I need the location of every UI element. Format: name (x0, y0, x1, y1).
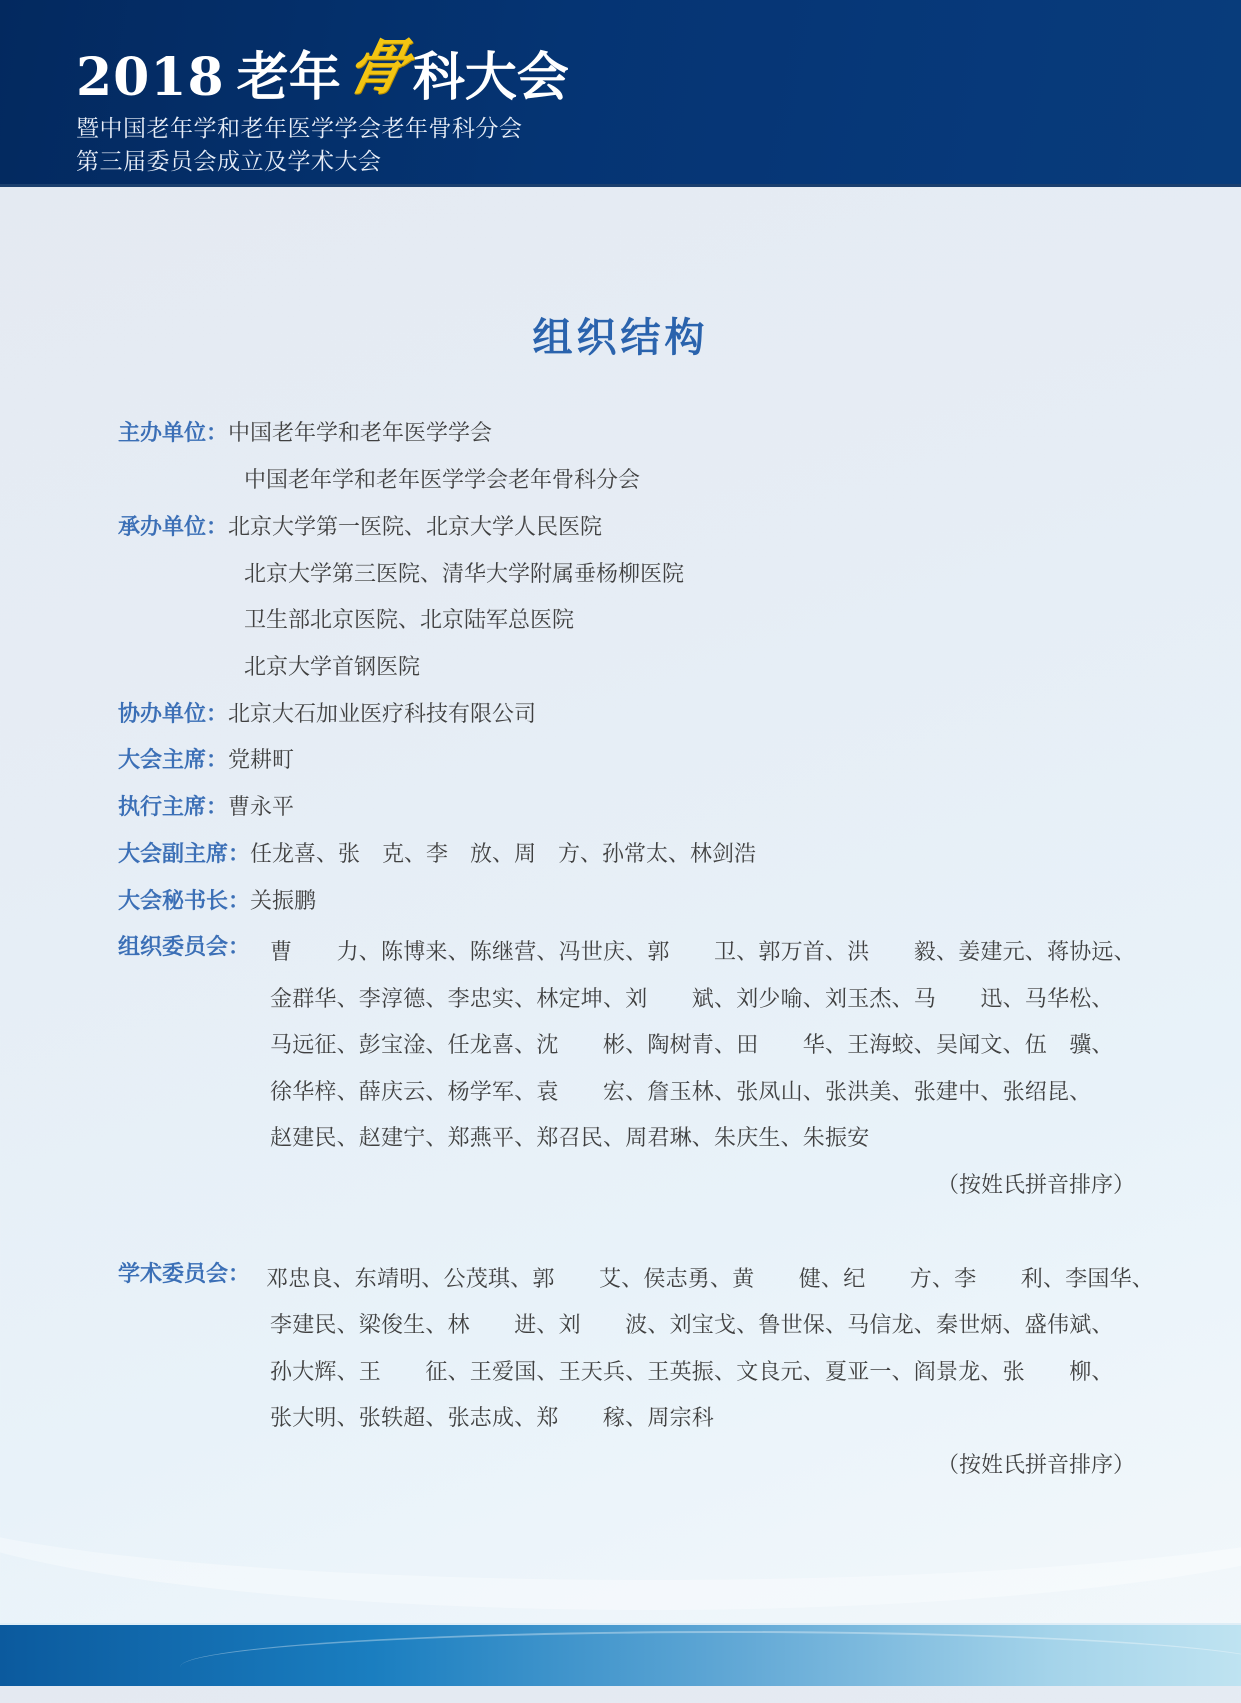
academic-committee-label: 学术委员会： (118, 1262, 251, 1287)
conference-title (76, 33, 569, 108)
organizing-committee-label-row (118, 933, 250, 963)
executive-chairman-label: 执行主席： (118, 795, 229, 820)
academic-committee-label-row (118, 1260, 250, 1290)
title-highlight-bone: 骨 (339, 33, 415, 103)
academic-committee-sort-note: （按姓氏拼音排序） (936, 1453, 1135, 1478)
title-part2: 科大会 (412, 48, 569, 108)
undertaker-row-3 (244, 606, 574, 636)
section-title: 组织结构 (532, 315, 709, 361)
organizing-committee-line: 马远征、彭宝淦、任龙喜、沈 彬、陶树青、田 华、王海蛟、吴闻文、伍 骥、 (270, 1033, 1114, 1058)
organizing-committee-line: 金群华、李淳德、李忠实、林定坤、刘 斌、刘少喻、刘玉杰、马 迅、马华松、 (270, 987, 1114, 1012)
host-line-2: 中国老年学和老年医学学会老年骨科分会 (244, 468, 641, 493)
executive-chairman-value: 曹永平 (228, 795, 295, 820)
undertaker-label: 承办单位： (118, 515, 229, 540)
host-row (118, 419, 492, 449)
organizing-committee-line: 徐华梓、薛庆云、杨学军、袁 宏、詹玉林、张凤山、张洪美、张建中、张绍昆、 (270, 1080, 1092, 1105)
undertaker-line-4: 北京大学首钢医院 (244, 655, 421, 680)
title-year: 2018 (76, 47, 225, 108)
organizing-committee-sort-note: （按姓氏拼音排序） (936, 1173, 1135, 1198)
host-row-2 (244, 466, 640, 496)
chairman-value: 党耕町 (228, 748, 295, 773)
footer-swoosh-decoration (180, 1631, 1241, 1703)
host-label: 主办单位： (118, 421, 229, 446)
organizing-committee-label: 组织委员会： (118, 935, 251, 960)
subtitle-line-1: 暨中国老年学和老年医学学会老年骨科分会 (76, 116, 523, 142)
chairman-label: 大会主席： (118, 748, 229, 773)
vice-chairmen-label: 大会副主席： (118, 842, 251, 867)
organizing-committee-line: 赵建民、赵建宁、郑燕平、郑召民、周君琳、朱庆生、朱振安 (270, 1126, 870, 1151)
executive-chairman-row (118, 793, 294, 823)
co-organizer-row (118, 700, 536, 730)
undertaker-line-3: 卫生部北京医院、北京陆军总医院 (244, 608, 575, 633)
undertaker-line-1: 北京大学第一医院、北京大学人民医院 (228, 515, 603, 540)
secretary-general-label: 大会秘书长： (118, 889, 251, 914)
host-line-1: 中国老年学和老年医学学会 (228, 421, 493, 446)
chairman-row (118, 746, 294, 776)
secretary-general-value: 关振鹏 (250, 889, 317, 914)
subtitle-line-2: 第三届委员会成立及学术大会 (76, 149, 382, 175)
vice-chairmen-value: 任龙喜、张 克、李 放、周 方、孙常太、林剑浩 (250, 842, 757, 867)
title-part1: 老年 (236, 48, 341, 108)
undertaker-line-2: 北京大学第三医院、清华大学附属垂杨柳医院 (244, 562, 685, 587)
organizing-committee-line: 曹 力、陈博来、陈继营、冯世庆、郭 卫、郭万首、洪 毅、姜建元、蒋协远、 (270, 940, 1136, 965)
vice-chairmen-row (118, 840, 756, 870)
academic-committee-line: 邓忠良、东靖明、公茂琪、郭 艾、侯志勇、黄 健、纪 方、李 利、李国华、 (266, 1267, 1155, 1292)
undertaker-row (118, 513, 602, 543)
academic-committee-line: 张大明、张轶超、张志成、郑 稼、周宗科 (270, 1406, 715, 1431)
secretary-general-row (118, 887, 316, 917)
undertaker-row-2 (244, 560, 684, 590)
footer-banner (0, 1623, 1241, 1686)
academic-committee-line: 李建民、梁俊生、林 进、刘 波、刘宝戈、鲁世保、马信龙、秦世炳、盛伟斌、 (270, 1313, 1114, 1338)
conference-header-banner (0, 0, 1241, 187)
co-organizer-label: 协办单位： (118, 702, 229, 727)
undertaker-row-4 (244, 653, 420, 683)
academic-committee-line: 孙大辉、王 征、王爱国、王天兵、王英振、文良元、夏亚一、阎景龙、张 柳、 (270, 1360, 1114, 1385)
co-organizer-value: 北京大石加业医疗科技有限公司 (228, 702, 537, 727)
